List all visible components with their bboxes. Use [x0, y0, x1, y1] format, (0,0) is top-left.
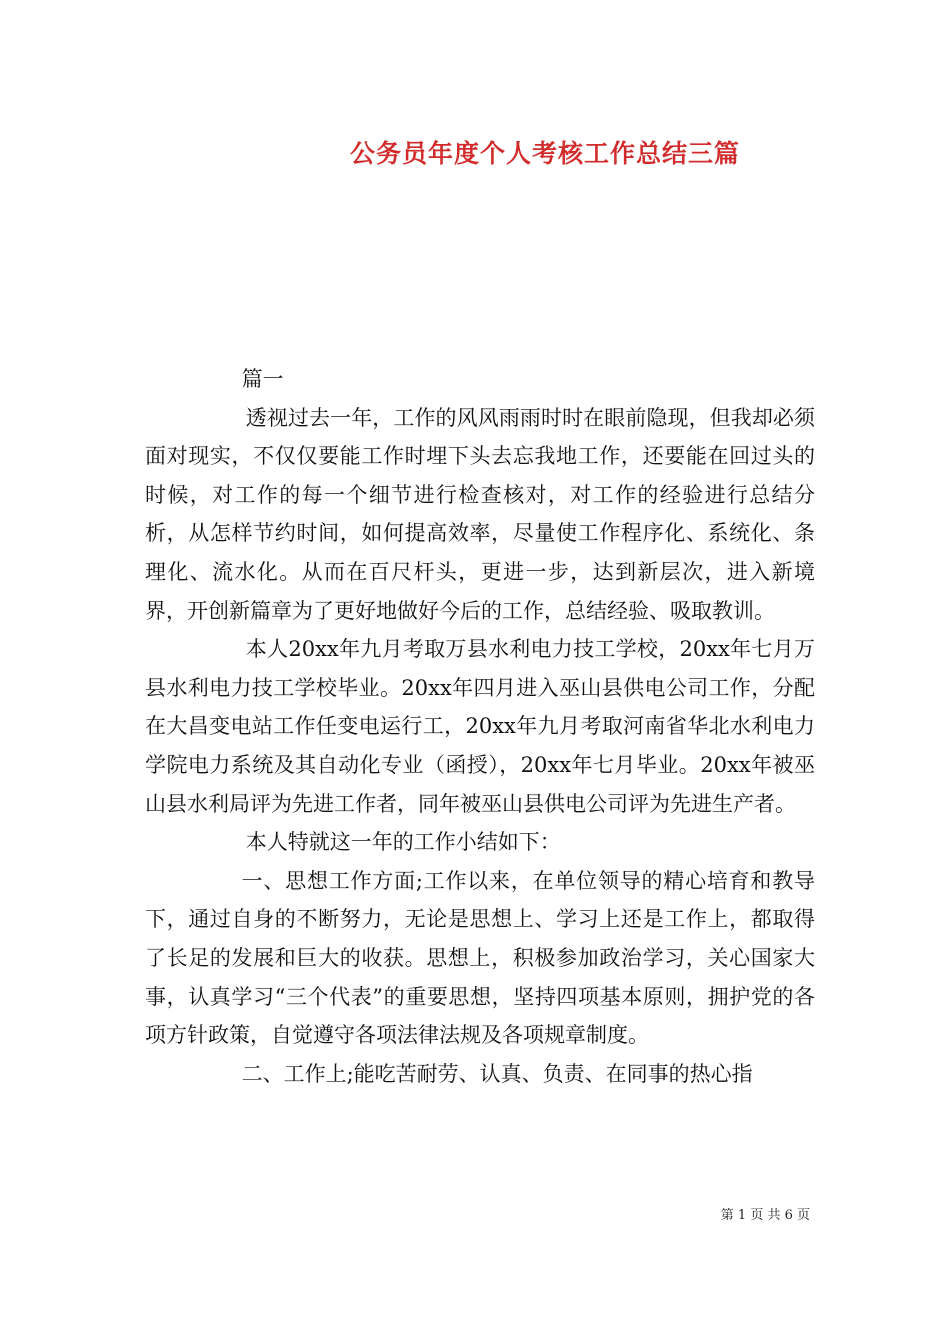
body-paragraph: 本人20xx年九月考取万县水利电力技工学校，20xx年七月万县水利电力技工学校毕业。20xx年四月进入巫山县供电公司工作，分配在大昌变电站工作任变电运行工，20xx年九月考取河南省华北水利电力学院电力系统及其自动化专业（函授），20xx年七月毕业。20xx年被巫山县水利局评为先进工作者，同年被巫山县供电公司评为先进生产者。	[145, 637, 815, 816]
body-paragraph: 本人特就这一年的工作小结如下：	[245, 830, 561, 855]
section-heading: 篇一	[241, 367, 284, 391]
page-number: 第 1 页 共 6 页	[720, 1208, 810, 1223]
document-title: 公务员年度个人考核工作总结三篇	[349, 139, 740, 168]
body-paragraph: 二、工作上;能吃苦耐劳、认真、负责、在同事的热心指	[241, 1061, 753, 1086]
body-paragraph: 透视过去一年，工作的风风雨雨时时在眼前隐现，但我却必须面对现实，不仅仅要能工作时埋下头去忘我地工作，还要能在回过头的时候，对工作的每一个细节进行检查核对，对工作的经验进行总结分析，从怎样节约时间，如何提高效率，尽量使工作程序化、系统化、条理化、流水化。从而在百尺杆头，更进一步，达到新层次，进入新境界，开创新篇章为了更好地做好今后的工作，总结经验、吸取教训。	[145, 405, 815, 623]
body-paragraph: 一、思想工作方面;工作以来，在单位领导的精心培育和教导下，通过自身的不断努力，无论是思想上、学习上还是工作上，都取得了长足的发展和巨大的收获。思想上，积极参加政治学习，关心国家大事，认真学习“三个代表”的重要思想，坚持四项基本原则，拥护党的各项方针政策，自觉遵守各项法律法规及各项规章制度。	[145, 868, 815, 1048]
document-body	[145, 360, 815, 1093]
